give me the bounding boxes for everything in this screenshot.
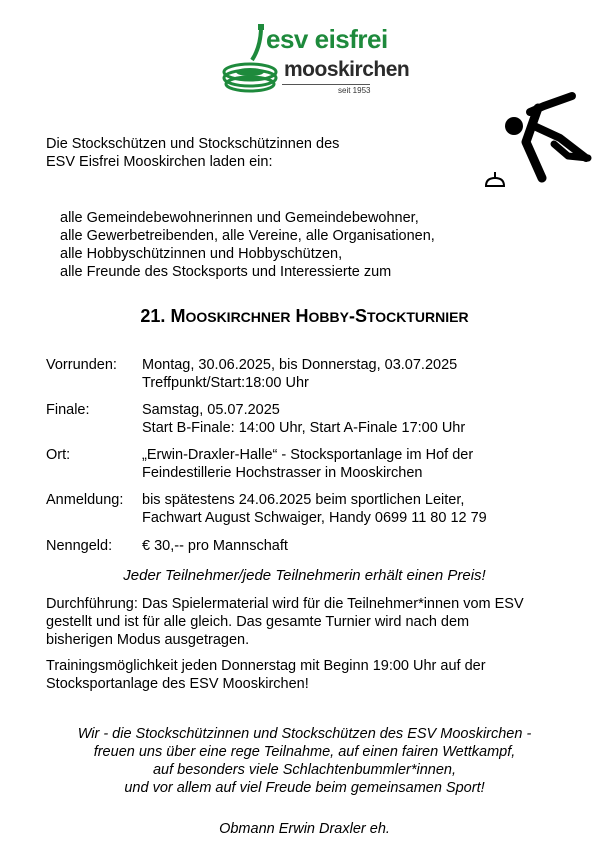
closing-line-1: Wir - die Stockschützinnen und Stockschützen des ESV Mooskirchen -	[77, 726, 532, 742]
logo-divider	[282, 84, 370, 85]
invitee-line-3: alle Hobbyschützinnen und Hobbyschützen,	[60, 246, 343, 262]
detail-label-finale: Finale:	[46, 402, 90, 418]
title-w1-rest: OOSKIRCHNER	[185, 309, 291, 325]
detail-finale-line-1: Samstag, 05.07.2025	[142, 402, 280, 418]
title-w3-rest: TOCKTURNIER	[366, 309, 469, 325]
title-w2-cap: H	[295, 306, 309, 326]
title-w2-rest: OBBY	[308, 309, 349, 325]
detail-nenngeld-line-1: € 30,-- pro Mannschaft	[142, 538, 288, 554]
detail-ort-line-2: Feindestillerie Hochstrasser in Mooskirchen	[142, 465, 423, 481]
durchfuehrung-line-3: bisherigen Modus ausgetragen.	[46, 632, 250, 648]
detail-label-ort: Ort:	[46, 447, 71, 463]
club-logo	[222, 20, 410, 100]
detail-vorrunden-line-1: Montag, 30.06.2025, bis Donnerstag, 03.07.2025	[142, 357, 458, 373]
intro-line-2: ESV Eisfrei Mooskirchen laden ein:	[46, 154, 273, 170]
durchfuehrung-line-1: Durchführung: Das Spielermaterial wird für die Teilnehmer*innen vom ESV	[46, 596, 524, 612]
event-title: 21. MOOSKIRCHNER HOBBY-STOCKTURNIER	[140, 306, 469, 326]
detail-label-nenngeld: Nenngeld:	[46, 538, 113, 554]
prize-note: Jeder Teilnehmer/jede Teilnehmerin erhält einen Preis!	[123, 567, 486, 584]
title-number: 21.	[140, 306, 166, 326]
training-line-2: Stocksportanlage des ESV Mooskirchen!	[46, 676, 309, 692]
detail-anmeldung-line-1: bis spätestens 24.06.2025 beim sportlichen Leiter,	[142, 492, 465, 508]
logo-text-town: mooskirchen	[284, 58, 410, 81]
detail-finale-line-2: Start B-Finale: 14:00 Uhr, Start A-Finale 17:00 Uhr	[142, 420, 466, 436]
closing-line-3: auf besonders viele Schlachtenbummler*innen,	[152, 762, 457, 778]
training-line-1: Trainingsmöglichkeit jeden Donnerstag mit Beginn 19:00 Uhr auf der	[46, 658, 486, 674]
invitee-line-2: alle Gewerbetreibenden, alle Vereine, alle Organisationen,	[60, 228, 435, 244]
invitee-line-1: alle Gemeindebewohnerinnen und Gemeindebewohner,	[60, 210, 419, 226]
detail-ort-line-1: „Erwin-Draxler-Halle“ - Stocksportanlage im Hof der	[142, 447, 474, 463]
detail-vorrunden-line-2: Treffpunkt/Start:18:00 Uhr	[142, 375, 309, 391]
title-w1-cap: M	[170, 306, 186, 326]
durchfuehrung-line-2: gestellt und ist für alle gleich. Das gesamte Turnier wird nach dem	[46, 614, 470, 630]
logo-since: seit 1953	[338, 86, 371, 95]
detail-anmeldung-line-2: Fachwart August Schwaiger, Handy 0699 11 80 12 79	[142, 510, 487, 526]
signature: Obmann Erwin Draxler eh.	[219, 821, 390, 837]
intro-line-1: Die Stockschützen und Stockschützinnen des	[46, 136, 340, 152]
detail-label-vorrunden: Vorrunden:	[46, 357, 117, 373]
title-w3-cap: S	[354, 306, 367, 326]
logo-text-club: esv eisfrei	[266, 24, 388, 54]
closing-line-2: freuen uns über eine rege Teilnahme, auf einen fairen Wettkampf,	[93, 744, 516, 760]
stocksport-player-pictogram	[482, 86, 594, 190]
invitee-line-4: alle Freunde des Stocksports und Interessierte zum	[60, 264, 392, 280]
closing-line-4: und vor allem auf viel Freude beim gemeinsamen Sport!	[124, 780, 485, 796]
detail-label-anmeldung: Anmeldung:	[46, 492, 124, 508]
